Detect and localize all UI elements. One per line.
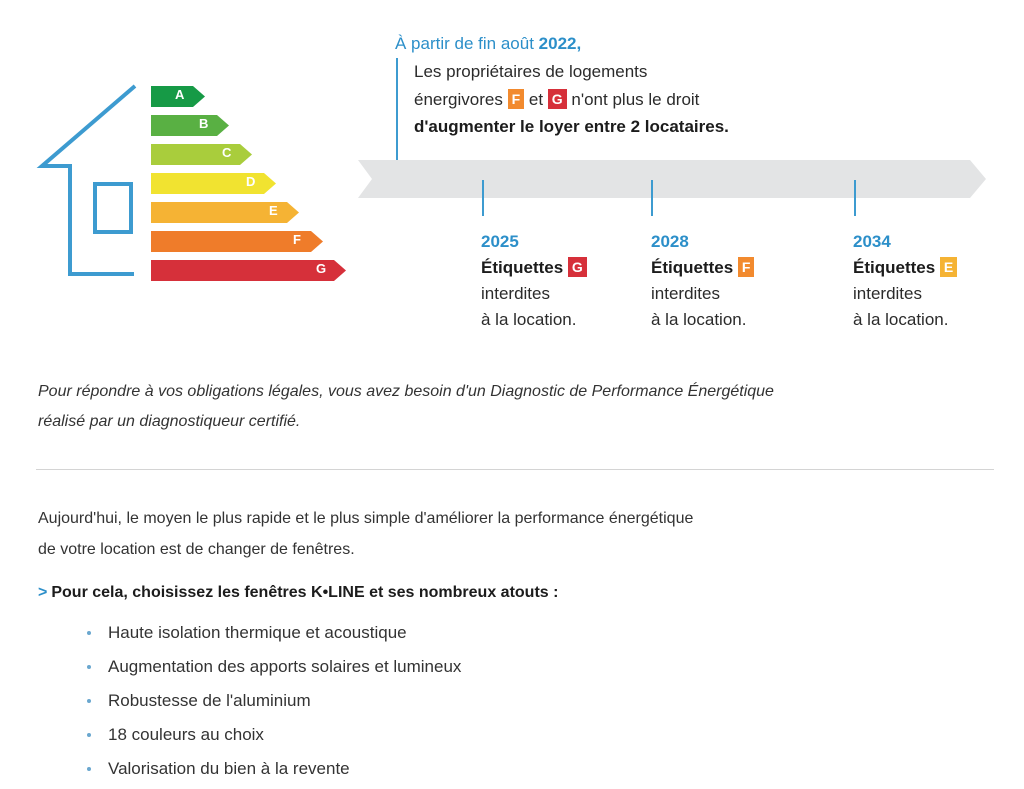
list-item-text: 18 couleurs au choix — [108, 725, 264, 744]
energy-bar-letter: F — [293, 232, 301, 247]
bullet-dot-icon — [87, 631, 91, 635]
bullet-dot-icon — [87, 699, 91, 703]
milestone-year: 2025 — [481, 232, 519, 251]
milestone-label: Étiquettes — [853, 258, 936, 277]
milestone-year: 2034 — [853, 232, 891, 251]
list-item — [80, 650, 461, 684]
chevron-right-icon: > — [38, 584, 48, 601]
energy-bar-c — [151, 144, 252, 164]
intro-lead — [395, 34, 581, 54]
energy-bar-letter: C — [222, 145, 232, 160]
milestone-badge: E — [940, 257, 957, 277]
milestone-line2: interdites — [651, 284, 720, 303]
milestone-2028 — [651, 229, 754, 333]
milestone-line3: à la location. — [481, 310, 577, 329]
paragraph-line2: de votre location est de changer de fenêtres. — [38, 541, 355, 558]
intro-line-2-c: n'ont plus le droit — [571, 90, 700, 109]
list-item-text: Haute isolation thermique et acoustique — [108, 623, 407, 642]
list-item — [80, 752, 461, 786]
timeline-arrow — [358, 158, 988, 200]
list-item — [80, 684, 461, 718]
bullet-dot-icon — [87, 665, 91, 669]
legal-note-line1: Pour répondre à vos obligations légales, vous avez besoin d'un Diagnostic de Performance Énergétique — [38, 383, 774, 400]
energy-bar-a — [151, 86, 205, 106]
milestone-badge: G — [568, 257, 587, 277]
energy-bar-letter: E — [269, 203, 278, 218]
timeline-tick-2034 — [854, 180, 856, 216]
milestone-year: 2028 — [651, 232, 689, 251]
milestone-line3: à la location. — [853, 310, 949, 329]
energy-bar-b — [151, 115, 229, 135]
milestone-2025 — [481, 229, 587, 333]
energy-bar-letter: D — [246, 174, 256, 189]
bullet-dot-icon — [87, 767, 91, 771]
milestone-label: Étiquettes — [481, 258, 564, 277]
benefits-list — [80, 616, 461, 786]
intro-line-2 — [414, 89, 699, 110]
energy-bar-e — [151, 202, 299, 222]
bullet-dot-icon — [87, 733, 91, 737]
badge-g: G — [548, 89, 567, 109]
timeline-tick-2025 — [482, 180, 484, 216]
timeline-tick-2028 — [651, 180, 653, 216]
kline-lead — [38, 584, 558, 602]
intro-year: 2022, — [538, 34, 582, 53]
legal-note-line2: réalisé par un diagnostiqueur certifié. — [38, 413, 301, 430]
list-item — [80, 616, 461, 650]
list-item-text: Augmentation des apports solaires et lumineux — [108, 657, 462, 676]
milestone-2034 — [853, 229, 957, 333]
intro-lead-text: À partir de fin août — [395, 34, 534, 53]
intro-line-2-b: et — [528, 90, 544, 109]
intro-line-1: Les propriétaires de logements — [414, 62, 648, 81]
intro-paragraph — [38, 503, 998, 565]
milestone-label: Étiquettes — [651, 258, 734, 277]
house-outline-icon — [30, 80, 150, 280]
energy-bar-letter: A — [175, 87, 185, 102]
energy-bar-d — [151, 173, 276, 193]
intro-line-3: d'augmenter le loyer entre 2 locataires. — [414, 117, 729, 136]
intro-line-2-a: énergivores — [414, 90, 503, 109]
milestone-line2: interdites — [853, 284, 922, 303]
list-item-text: Robustesse de l'aluminium — [108, 691, 311, 710]
section-divider — [36, 469, 994, 470]
milestone-line3: à la location. — [651, 310, 747, 329]
paragraph-line1: Aujourd'hui, le moyen le plus rapide et le plus simple d'améliorer la performance énergétique — [38, 510, 694, 527]
list-item-text: Valorisation du bien à la revente — [108, 759, 350, 778]
energy-bar-g — [151, 260, 346, 280]
energy-bar-letter: G — [316, 261, 327, 276]
energy-bar-letter: B — [199, 116, 209, 131]
energy-bar-f — [151, 231, 323, 251]
kline-lead-text: Pour cela, choisissez les fenêtres K•LINE et ses nombreux atouts : — [51, 584, 559, 601]
badge-f: F — [508, 89, 525, 109]
milestone-line2: interdites — [481, 284, 550, 303]
legal-note — [38, 377, 1008, 437]
milestone-badge: F — [738, 257, 755, 277]
list-item — [80, 718, 461, 752]
